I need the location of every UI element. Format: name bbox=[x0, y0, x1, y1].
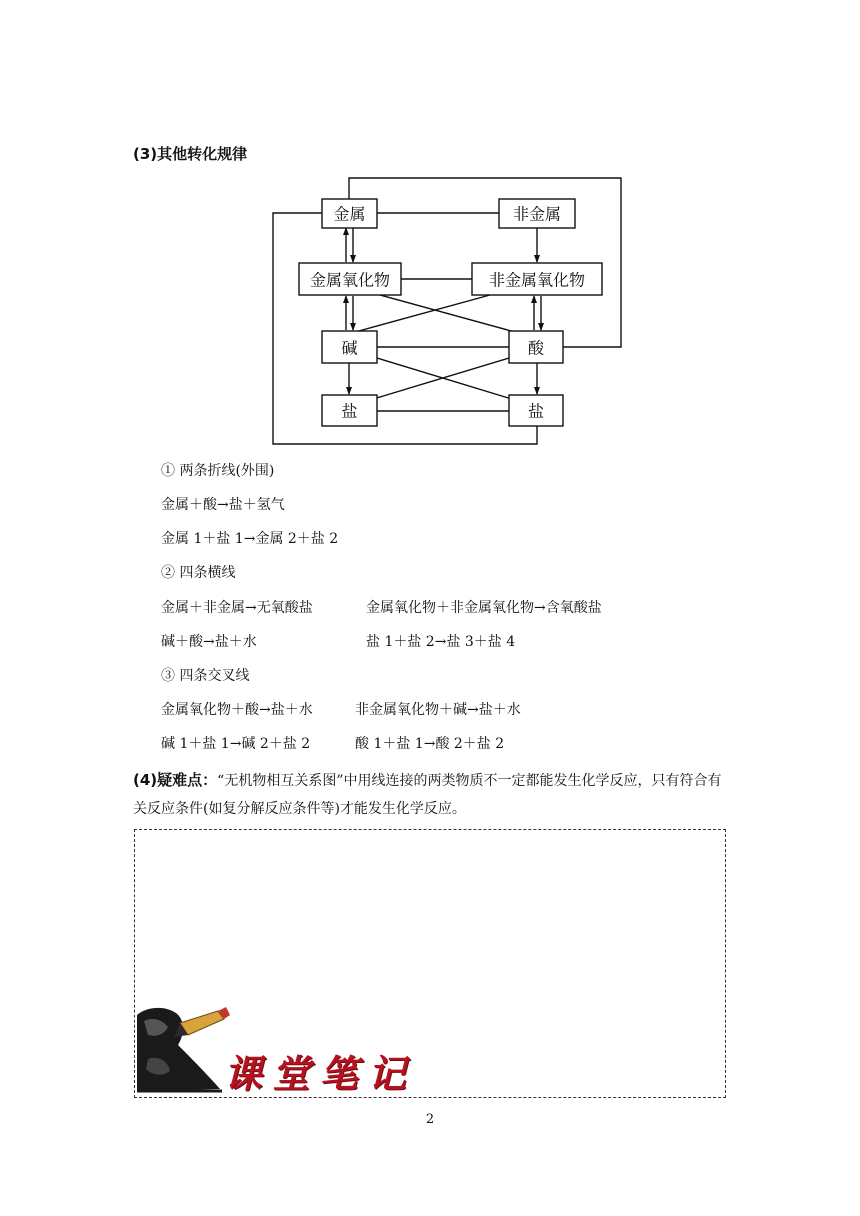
rule-item: 金属＋非金属→无氧酸盐 bbox=[161, 600, 313, 616]
difficulty-text: “无机物相互关系图”中用线连接的两类物质不一定都能发生化学反应，只有符合有关反应条件(如复分解反应条件等)才能发生化学反应。 bbox=[133, 773, 722, 817]
rule-item: 金属＋酸→盐＋氢气 bbox=[161, 497, 285, 513]
node-nonmetal-oxide: 非金属氧化物 bbox=[488, 270, 586, 290]
node-acid: 酸 bbox=[527, 338, 545, 358]
page-number: 2 bbox=[425, 1112, 435, 1127]
node-metal-oxide: 金属氧化物 bbox=[309, 270, 391, 290]
rule-group-title-polylines: ① 两条折线(外围) bbox=[161, 463, 275, 479]
node-nonmetal: 非金属 bbox=[512, 204, 562, 224]
rule-item: 碱＋酸→盐＋水 bbox=[161, 634, 257, 650]
cross-base-salt bbox=[377, 358, 515, 400]
node-salt-right: 盐 bbox=[527, 401, 545, 421]
outer-line-metal-salt bbox=[273, 213, 537, 444]
rule-item: 碱 1＋盐 1→碱 2＋盐 2 bbox=[161, 736, 311, 752]
rule-item: 酸 1＋盐 1→酸 2＋盐 2 bbox=[355, 736, 505, 752]
cross-metaloxide-acid bbox=[380, 295, 515, 332]
node-base: 碱 bbox=[341, 338, 358, 358]
rule-item: 盐 1＋盐 2→盐 3＋盐 4 bbox=[366, 634, 516, 650]
node-salt-left: 盐 bbox=[341, 401, 358, 421]
inorganic-relationship-diagram bbox=[0, 0, 860, 460]
notes-title: 课堂笔记 bbox=[224, 1051, 417, 1096]
node-metal: 金属 bbox=[333, 204, 366, 224]
rule-group-title-horizontal: ② 四条横线 bbox=[161, 565, 236, 581]
difficulty-paragraph bbox=[133, 766, 729, 823]
section-heading: (3)其他转化规律 bbox=[133, 145, 248, 163]
rule-item: 非金属氧化物＋碱→盐＋水 bbox=[355, 702, 521, 718]
cross-acid-salt bbox=[370, 358, 509, 400]
rule-group-title-cross: ③ 四条交叉线 bbox=[161, 668, 250, 684]
difficulty-label: (4)疑难点： bbox=[133, 771, 218, 789]
rule-item: 金属 1＋盐 1→金属 2＋盐 2 bbox=[161, 531, 339, 547]
cross-nonmetaloxide-base bbox=[355, 295, 490, 332]
rule-item: 金属氧化物＋非金属氧化物→含氧酸盐 bbox=[366, 600, 602, 616]
rule-item: 金属氧化物＋酸→盐＋水 bbox=[161, 702, 313, 718]
